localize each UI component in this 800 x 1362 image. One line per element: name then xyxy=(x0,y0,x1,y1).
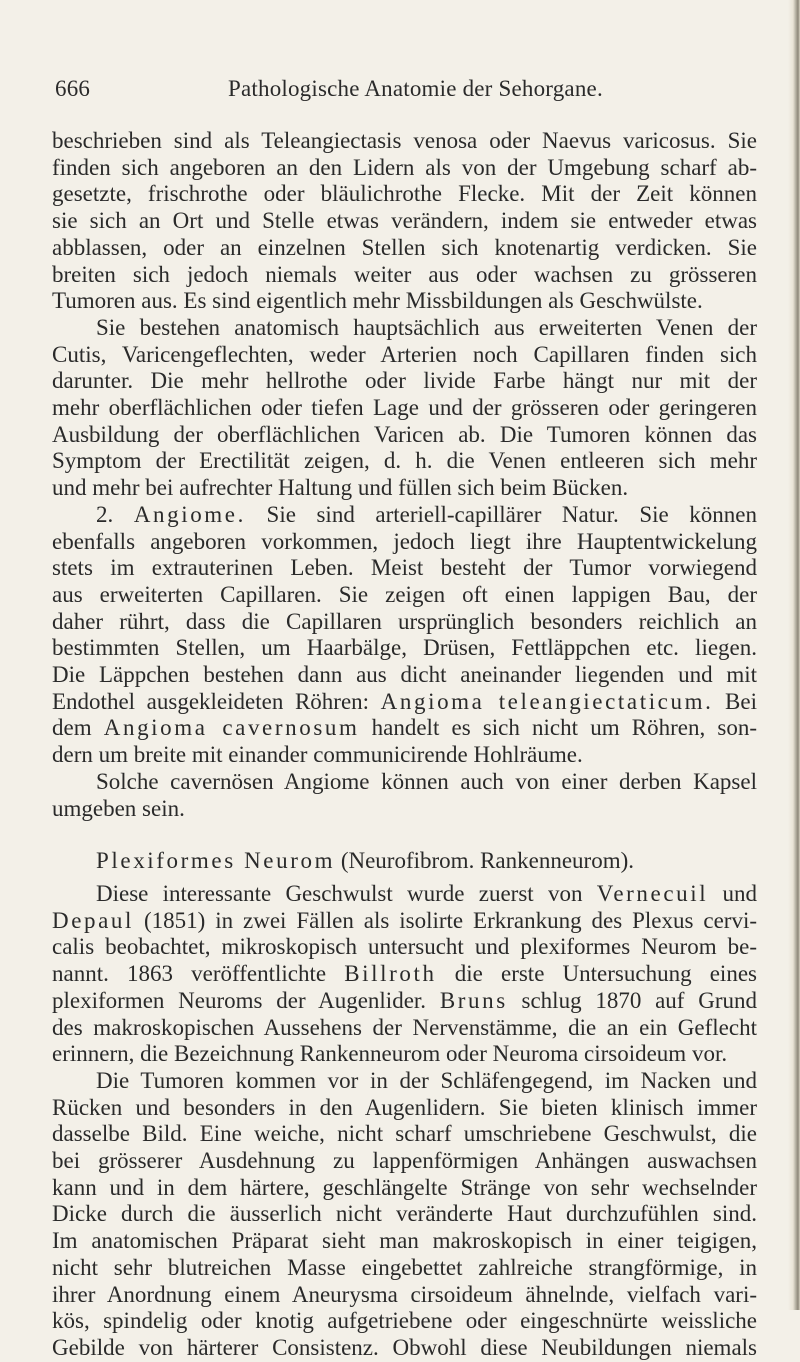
text-line: mehr oberflächlichen oder tiefen Lage und der grösseren oder geringeren xyxy=(52,395,757,421)
text-line: Solche cavernösen Angiome können auch von einer derben Kapsel xyxy=(96,768,757,794)
text-fragment: schlug 1870 auf Grund xyxy=(507,987,757,1013)
text-line: erinnern, die Bezeichnung Rankenneurom oder Neuroma cirsoideum vor. xyxy=(52,1041,728,1067)
text-line: daher rührt, dass die Capillaren ursprünglich besonders reichlich an xyxy=(52,608,757,634)
text-line: aus erweiterten Capillaren. Sie zeigen oft einen lappigen Bau, der xyxy=(52,581,757,607)
text-fragment: und xyxy=(708,880,757,906)
page-header xyxy=(55,76,760,106)
text-fragment: Diese interessante Geschwulst wurde zuerst von xyxy=(96,880,597,906)
text-line: darunter. Die mehr hellrothe oder livide Farbe hängt nur mit der xyxy=(52,368,757,394)
text-fragment: nannt. 1863 veröffentlichte xyxy=(52,961,345,987)
text-line: Symptom der Erectilität zeigen, d. h. die Venen entleeren sich mehr xyxy=(52,448,757,474)
text-fragment: plexiformen Neuroms der Augenlider. xyxy=(52,987,440,1013)
text-fragment: die erste Untersuchung eines xyxy=(436,961,757,987)
text-line: des makroskopischen Aussehens der Nervenstämme, die an ein Geflecht xyxy=(52,1014,757,1040)
text-line: Die Läppchen bestehen dann aus dicht aneinander liegenden und mit xyxy=(52,662,757,688)
paragraph-teleangiectasis xyxy=(52,128,757,315)
author-vernecuil: Vernecuil xyxy=(596,880,709,906)
text-line xyxy=(52,908,757,935)
text-line: Gebilde von härterer Consistenz. Obwohl diese Neubildungen niemals xyxy=(52,1334,757,1360)
text-line: gesetzte, frischrothe oder bläulichrothe Flecke. Mit der Zeit können xyxy=(52,181,757,207)
author-depaul: Depaul xyxy=(52,907,135,933)
list-number: 2. xyxy=(96,501,134,527)
paragraph-capsule xyxy=(52,769,757,822)
text-line xyxy=(52,881,757,908)
term-angioma-cavernosum: Angioma cavernosum xyxy=(103,715,360,741)
page-number: 666 xyxy=(55,76,91,101)
text-line: umgeben sein. xyxy=(52,795,185,821)
text-line xyxy=(52,988,757,1015)
text-line: und mehr bei aufrechter Haltung und füllen sich beim Bücken. xyxy=(52,475,629,501)
text-line: ihrer Anordnung einem Aneurysma cirsoideum ähnelnde, vielfach vari- xyxy=(52,1281,757,1307)
text-line: Die Tumoren kommen vor in der Schläfengegend, im Nacken und xyxy=(96,1067,757,1093)
text-line: stets im extrauterinen Leben. Meist besteht der Tumor vorwiegend xyxy=(52,555,757,581)
text-fragment: Endothel ausgekleideten Röhren: xyxy=(52,688,381,714)
text-line: Rücken und besonders in den Augenlidern. Sie bieten klinisch immer xyxy=(52,1094,757,1120)
text-line: breiten sich jedoch niemals weiter aus oder wachsen zu grösseren xyxy=(52,261,757,287)
text-line xyxy=(52,715,757,742)
text-line xyxy=(52,961,757,988)
text-line: ebenfalls angeboren vorkommen, jedoch liegt ihre Hauptentwickelung xyxy=(52,528,757,554)
text-line: finden sich angeboren an den Lidern als von der Umgebung scharf ab- xyxy=(52,154,757,180)
paragraph-angiome xyxy=(52,502,757,769)
text-line: bei grösserer Ausdehnung zu lappenförmigen Anhängen auswachsen xyxy=(52,1148,757,1174)
text-line: beschrieben sind als Teleangiectasis venosa oder Naevus varicosus. Sie xyxy=(52,128,757,153)
text-line: bestimmten Stellen, um Haarbälge, Drüsen, Fettläppchen etc. liegen. xyxy=(52,635,757,661)
text-line: Tumoren aus. Es sind eigentlich mehr Missbildungen als Geschwülste. xyxy=(52,288,703,314)
text-line: abblassen, oder an einzelnen Stellen sich knotenartig verdicken. Sie xyxy=(52,234,757,260)
text-line: Sie bestehen anatomisch hauptsächlich aus erweiterten Venen der xyxy=(96,314,757,340)
text-line xyxy=(52,502,757,529)
section-subtitle: (Neurofibrom. Rankenneurom). xyxy=(335,848,634,874)
paragraph-clinical xyxy=(52,1068,757,1362)
text-line: dasselbe Bild. Eine weiche, nicht scharf umschriebene Geschwulst, die xyxy=(52,1121,757,1147)
text-fragment: Bei xyxy=(713,688,757,714)
text-line: kös, spindelig oder knotig aufgetriebene oder eingeschnürte weissliche xyxy=(52,1308,757,1334)
section-heading xyxy=(52,848,757,875)
text-line: Ausbildung der oberflächlichen Varicen ab. Die Tumoren können das xyxy=(52,421,757,447)
running-title: Pathologische Anatomie der Sehorgane. xyxy=(228,76,603,101)
text-line: nicht sehr blutreichen Masse eingebettet zahlreiche strangförmige, in xyxy=(52,1254,757,1280)
text-fragment: dem xyxy=(52,715,104,741)
text-line: calis beobachtet, mikroskopisch untersucht und plexiformes Neurom be- xyxy=(52,934,757,960)
text-line: kann und in dem härtere, geschlängelte Stränge von sehr wechselnder xyxy=(52,1174,757,1200)
text-line: Cutis, Varicengeflechten, weder Arterien noch Capillaren finden sich xyxy=(52,341,757,367)
section-title: Plexiformes Neurom xyxy=(96,848,336,874)
page-edge xyxy=(788,0,800,1310)
text-line: dern um breite mit einander communicirende Hohlräume. xyxy=(52,742,583,768)
text-line: Dicke durch die äusserlich nicht veränderte Haut durchzufühlen sind. xyxy=(52,1201,757,1227)
term-angiome: Angiome. xyxy=(133,501,246,527)
text-fragment: handelt es sich nicht um Röhren, son- xyxy=(359,715,757,741)
text-line: Im anatomischen Präparat sieht man makroskopisch in einer teigigen, xyxy=(52,1228,757,1254)
author-billroth: Billroth xyxy=(344,961,437,987)
text-fragment: (1851) in zwei Fällen als isolirte Erkrankung des Plexus cervi- xyxy=(134,907,757,933)
paragraph-history xyxy=(52,881,757,1068)
text-fragment: Sie sind arteriell-capillärer Natur. Sie können xyxy=(245,501,757,527)
text-line xyxy=(52,689,757,716)
main-text xyxy=(52,128,757,1362)
text-line: sie sich an Ort und Stelle etwas verändern, indem sie entweder etwas xyxy=(52,208,757,234)
term-angioma-teleangiectaticum: Angioma teleangiectaticum. xyxy=(380,688,714,714)
author-bruns: Bruns xyxy=(439,987,508,1013)
paragraph-anatomy xyxy=(52,315,757,502)
